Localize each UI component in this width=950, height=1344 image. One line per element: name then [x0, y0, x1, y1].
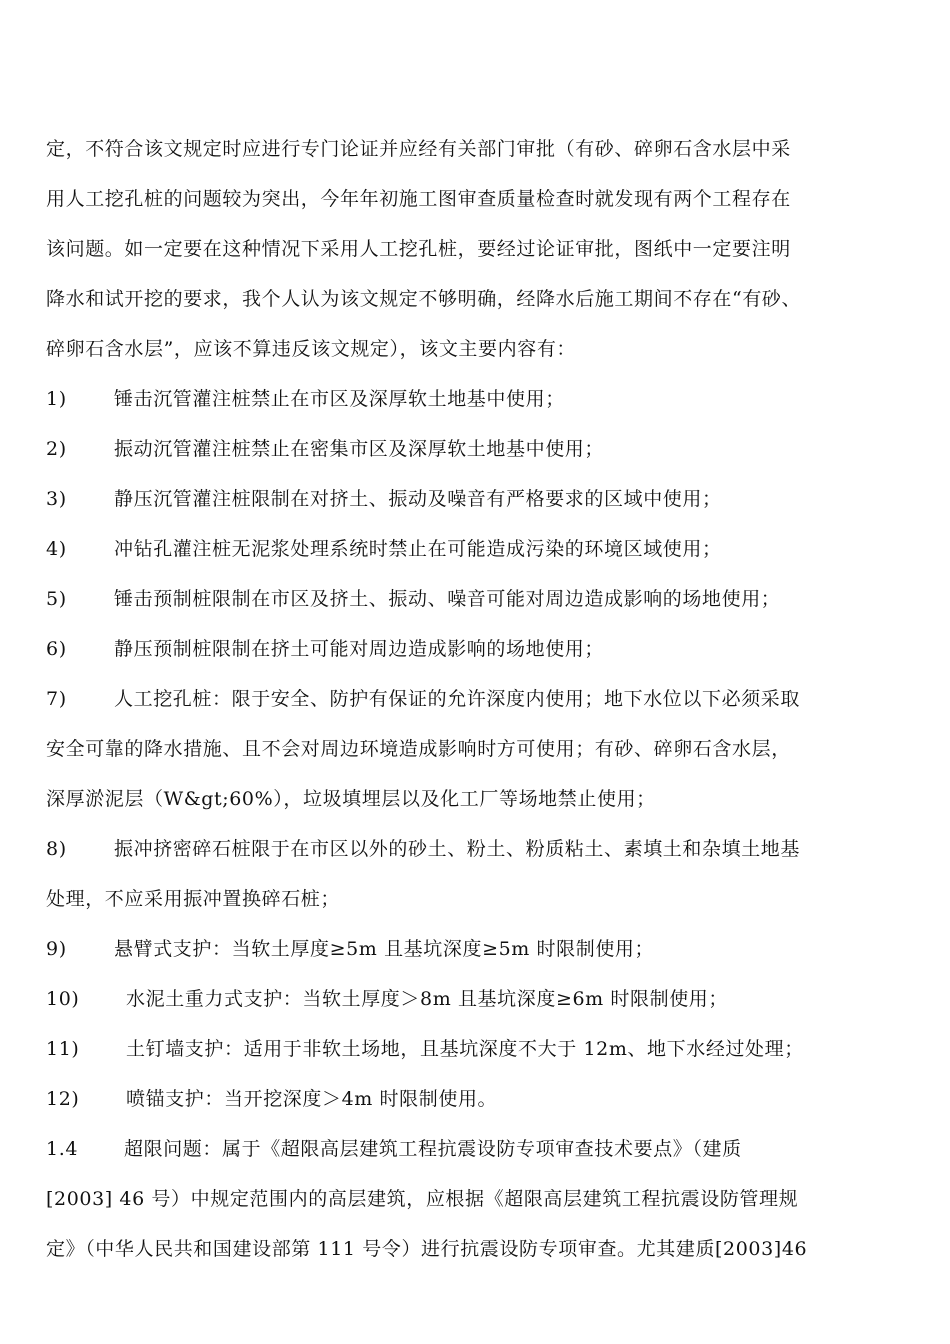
list-item [46, 386, 565, 412]
list-item [46, 486, 722, 512]
paragraph-line: 该问题。如一定要在这种情况下采用人工挖孔桩，要经过论证审批，图纸中一定要注明 [46, 238, 791, 260]
list-item-text: 锤击预制桩限制在市区及挤土、振动、噪音可能对周边造成影响的场地使用； [114, 588, 781, 610]
list-item-number: 6) [46, 638, 67, 660]
list-item-text: 静压沉管灌注桩限制在对挤土、振动及噪音有严格要求的区域中使用； [114, 488, 722, 510]
list-item-text: 振动沉管灌注桩禁止在密集市区及深厚软土地基中使用； [114, 438, 605, 460]
list-item-number: 5) [46, 588, 67, 610]
list-item [46, 836, 800, 862]
list-item [46, 436, 604, 462]
paragraph-line: 用人工挖孔桩的问题较为突出，今年年初施工图审查质量检查时就发现有两个工程存在 [46, 188, 791, 210]
list-item-number: 3) [46, 488, 67, 510]
paragraph-line: 碎卵石含水层”，应该不算违反该文规定），该文主要内容有： [46, 338, 577, 360]
list-item [46, 1036, 804, 1062]
paragraph-line: 降水和试开挖的要求，我个人认为该文规定不够明确，经降水后施工期间不存在“有砂、 [46, 288, 802, 310]
list-item-number: 2) [46, 438, 67, 460]
list-item-text: 水泥土重力式支护：当软土厚度＞8m 且基坑深度≥6m 时限制使用； [126, 988, 729, 1010]
list-item-number: 12) [46, 1088, 80, 1110]
list-item-text: 人工挖孔桩：限于安全、防护有保证的允许深度内使用；地下水位以下必须采取 [114, 688, 801, 710]
section-number: 1.4 [46, 1138, 79, 1160]
list-item-text: 冲钻孔灌注桩无泥浆处理系统时禁止在可能造成污染的环境区域使用； [114, 538, 722, 560]
list-item-number: 4) [46, 538, 67, 560]
list-item-text: 锤击沉管灌注桩禁止在市区及深厚软土地基中使用； [114, 388, 565, 410]
list-item-number: 10) [46, 988, 80, 1010]
section-text: 超限问题：属于《超限高层建筑工程抗震设防专项审查技术要点》（建质 [124, 1138, 742, 1160]
list-item [46, 1086, 497, 1112]
list-item-text: 振冲挤密碎石桩限于在市区以外的砂土、粉土、粉质粘土、素填土和杂填土地基 [114, 838, 801, 860]
list-item [46, 686, 800, 712]
list-item-continuation: 深厚淤泥层（W&gt;60%），垃圾填埋层以及化工厂等场地禁止使用； [46, 788, 656, 810]
list-item-number: 7) [46, 688, 67, 710]
list-item [46, 636, 604, 662]
list-item-number: 9) [46, 938, 67, 960]
list-item-continuation: 安全可靠的降水措施、且不会对周边环境造成影响时方可使用；有砂、碎卵石含水层， [46, 738, 791, 760]
list-item-continuation: 处理，不应采用振冲置换碎石桩； [46, 888, 341, 910]
paragraph-line: [2003] 46 号）中规定范围内的高层建筑，应根据《超限高层建筑工程抗震设防管理规 [46, 1188, 799, 1210]
list-item-text: 土钉墙支护：适用于非软土场地，且基坑深度不大于 12m、地下水经过处理； [126, 1038, 804, 1060]
list-item-text: 静压预制桩限制在挤土可能对周边造成影响的场地使用； [114, 638, 605, 660]
section-heading [46, 1136, 742, 1162]
list-item [46, 586, 780, 612]
list-item [46, 936, 654, 962]
list-item-number: 11) [46, 1038, 80, 1060]
list-item-text: 喷锚支护：当开挖深度＞4m 时限制使用。 [126, 1088, 498, 1110]
list-item [46, 986, 728, 1012]
paragraph-line: 定》（中华人民共和国建设部第 111 号令）进行抗震设防专项审查。尤其建质[2003]46 [46, 1238, 808, 1260]
paragraph-line: 定，不符合该文规定时应进行专门论证并应经有关部门审批（有砂、碎卵石含水层中采 [46, 138, 791, 160]
list-item [46, 536, 722, 562]
list-item-number: 8) [46, 838, 67, 860]
list-item-text: 悬臂式支护：当软土厚度≥5m 且基坑深度≥5m 时限制使用； [114, 938, 655, 960]
list-item-number: 1) [46, 388, 67, 410]
